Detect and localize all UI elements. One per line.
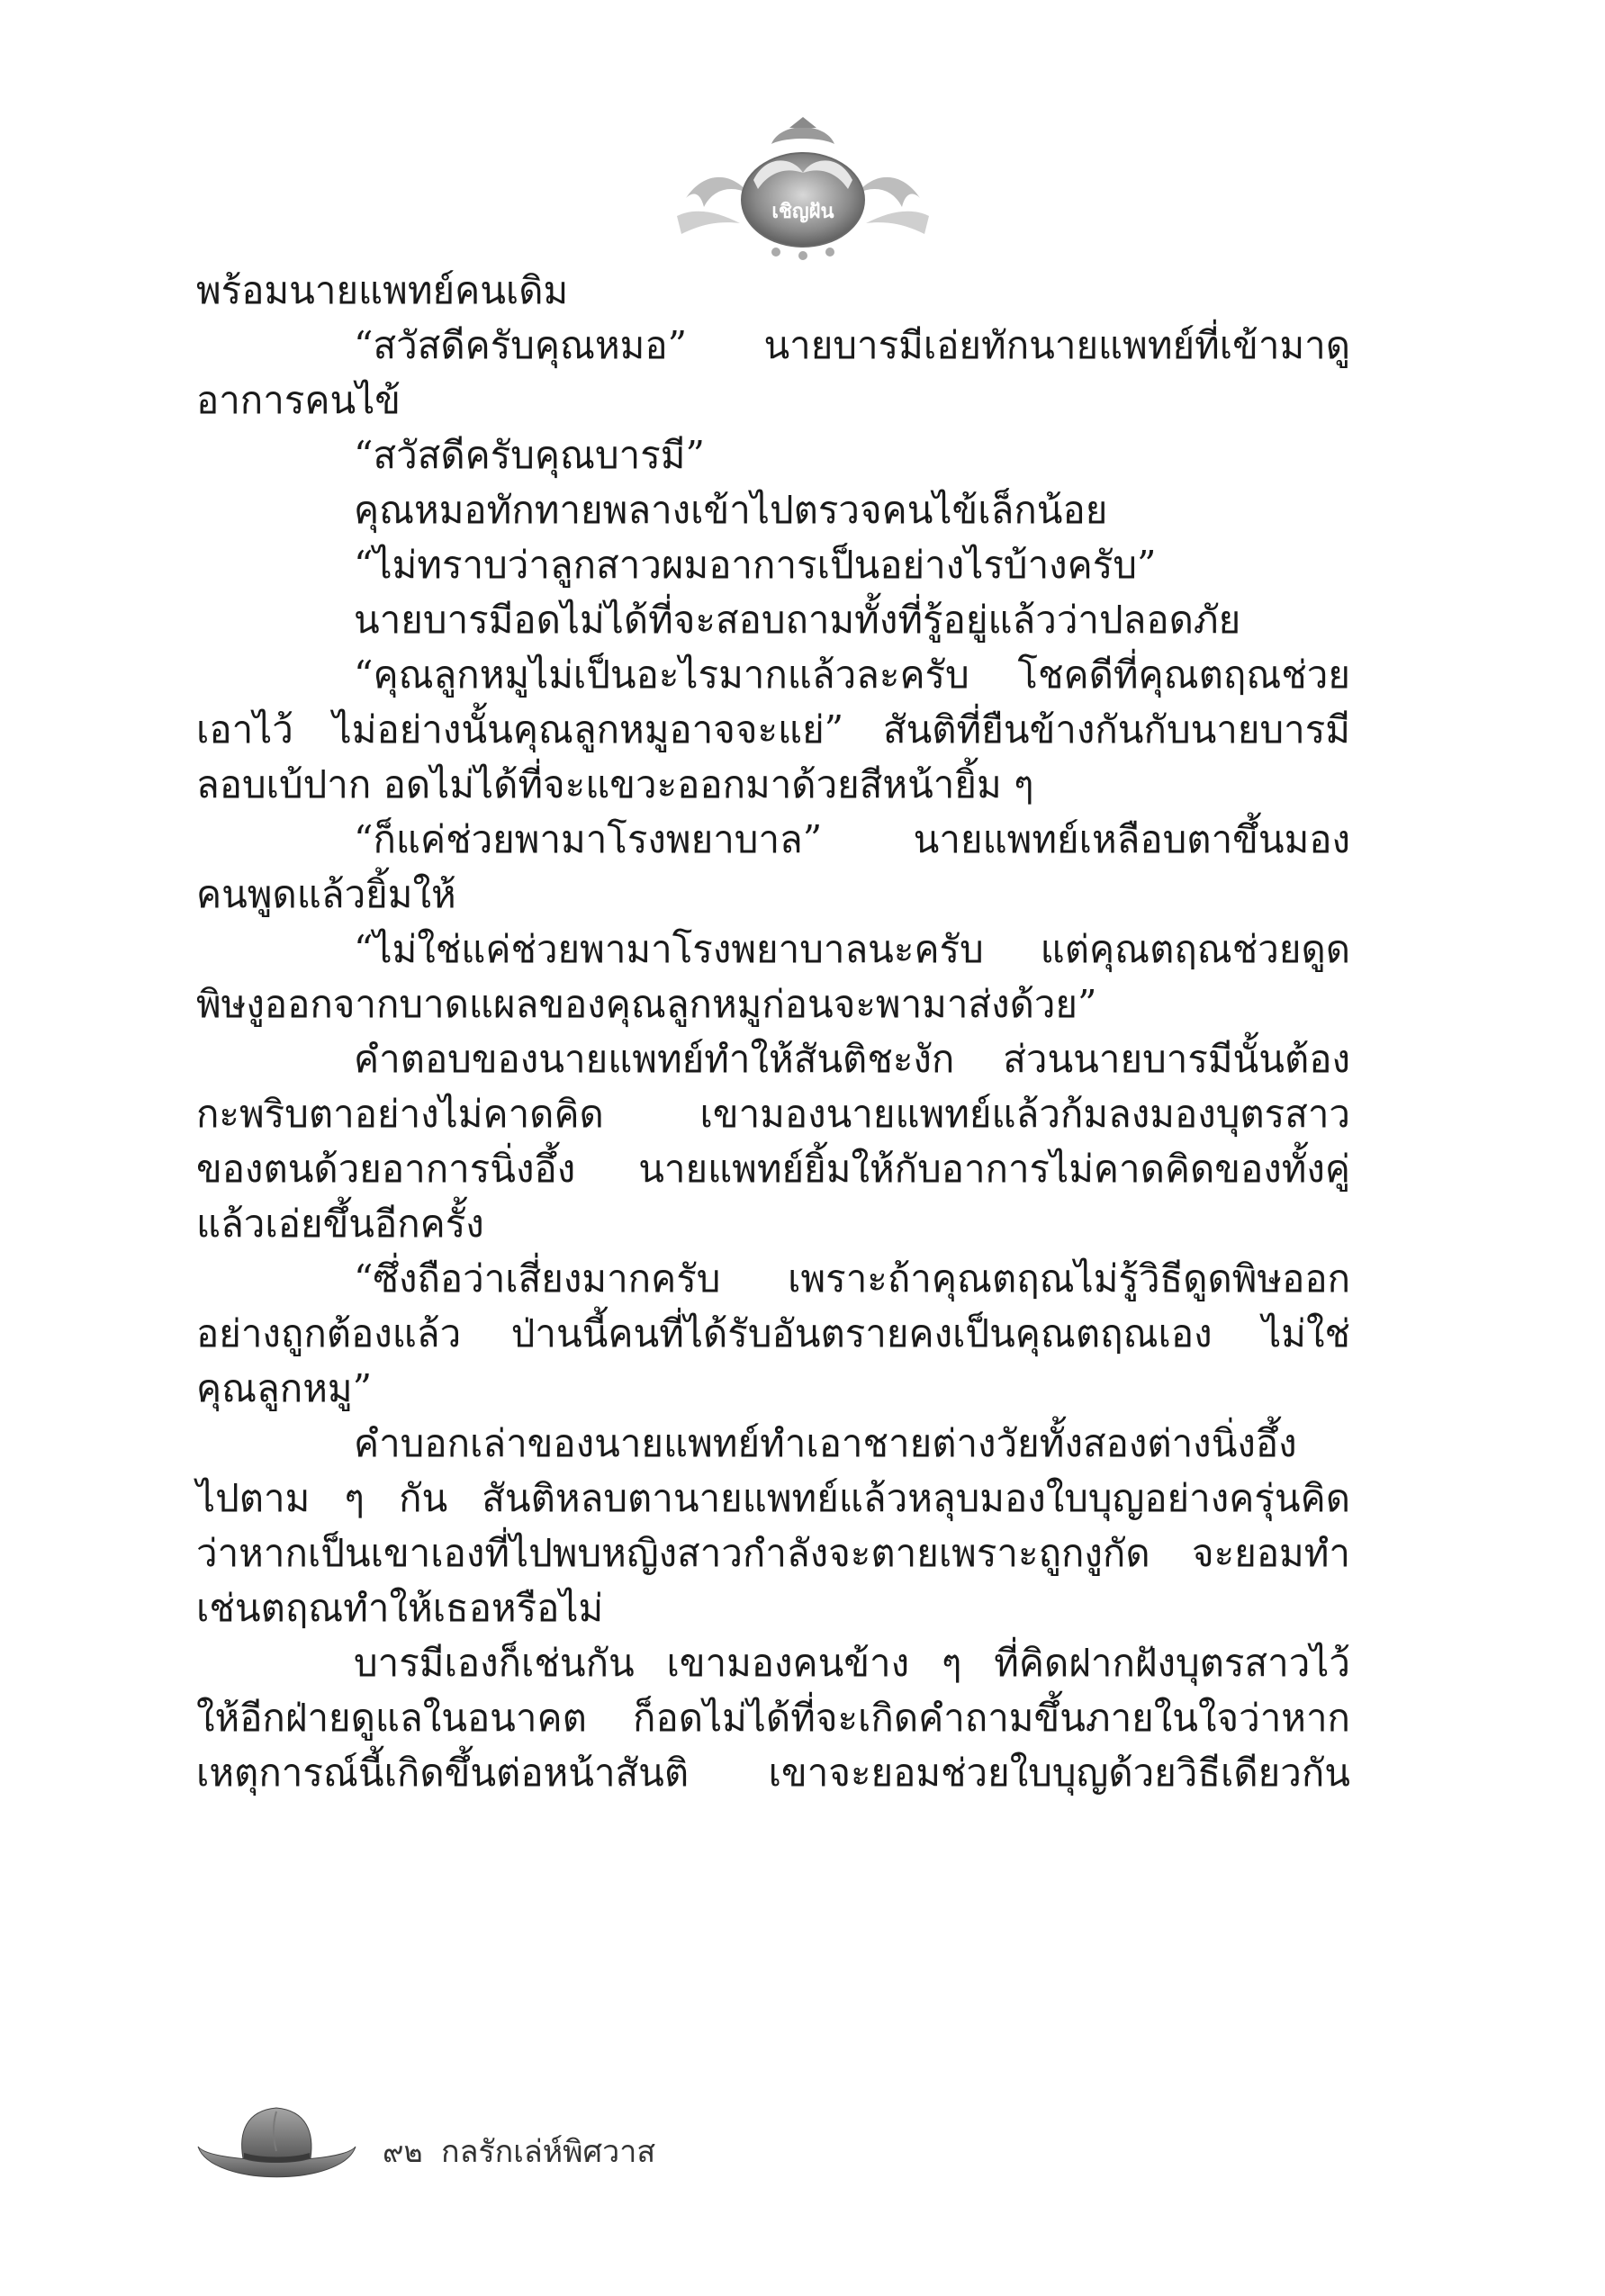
text-line: ลอบเบ้ปาก อดไม่ได้ที่จะแขวะออกมาด้วยสีหน้ายิ้ม ๆ [196,762,1034,806]
text-line: บารมีเองก็เช่นกัน เขามองคนข้าง ๆ ที่คิดฝากฝังบุตรสาวไว้ [354,1641,1350,1685]
winged-crest-logo [668,117,938,261]
cowboy-hat-icon [194,2097,360,2196]
page-number: ๙๒ [383,2135,423,2169]
text-line: ของตนด้วยอาการนิ่งอึ้ง นายแพทย์ยิ้มให้กับอาการไม่คาดคิดของทั้งคู่ [196,1147,1350,1191]
text-line: “สวัสดีครับคุณบารมี” [354,433,705,477]
text-line: พร้อมนายแพทย์คนเดิม [196,268,569,312]
text-line: อาการคนไข้ [196,378,401,422]
text-line: “ซึ่งถือว่าเสี่ยงมากครับ เพราะถ้าคุณตฤณไม่รู้วิธีดูดพิษออก [354,1256,1350,1301]
text-line: กะพริบตาอย่างไม่คาดคิด เขามองนายแพทย์แล้วก้มลงมองบุตรสาว [196,1092,1350,1136]
text-line: ไปตาม ๆ กัน สันติหลบตานายแพทย์แล้วหลุบมองใบบุญอย่างครุ่นคิด [196,1476,1350,1520]
text-line: คำบอกเล่าของนายแพทย์ทำเอาชายต่างวัยทั้งสองต่างนิ่งอึ้ง [354,1421,1297,1465]
text-line: “สวัสดีครับคุณหมอ” นายบารมีเอ่ยทักนายแพทย์ที่เข้ามาดู [354,323,1350,367]
text-line: เอาไว้ ไม่อย่างนั้นคุณลูกหมูอาจจะแย่” สันติที่ยืนข้างกันกับนายบารมี [196,707,1350,752]
text-line: พิษงูออกจากบาดแผลของคุณลูกหมูก่อนจะพามาส่งด้วย” [196,982,1097,1026]
text-line: ว่าหากเป็นเขาเองที่ไปพบหญิงสาวกำลังจะตายเพราะถูกงูกัด จะยอมทำ [196,1531,1350,1575]
text-line: ให้อีกฝ่ายดูแลในอนาคต ก็อดไม่ได้ที่จะเกิดคำถามขึ้นภายในใจว่าหาก [196,1696,1350,1740]
text-line: นายบารมีอดไม่ได้ที่จะสอบถามทั้งที่รู้อยู่แล้วว่าปลอดภัย [354,598,1241,642]
text-line: แล้วเอ่ยขึ้นอีกครั้ง [196,1202,484,1246]
text-line: คุณลูกหมู” [196,1366,373,1410]
text-line: คำตอบของนายแพทย์ทำให้สันติชะงัก ส่วนนายบารมีนั้นต้อง [354,1037,1350,1081]
text-line: เหตุการณ์นี้เกิดขึ้นต่อหน้าสันติ เขาจะยอมช่วยใบบุญด้วยวิธีเดียวกัน [196,1751,1350,1795]
book-title: กลรักเล่ห์พิศวาส [441,2134,656,2170]
text-line: “ก็แค่ช่วยพามาโรงพยาบาล” นายแพทย์เหลือบตาขึ้นมอง [354,817,1350,861]
story-text [196,263,1350,1800]
text-line: “คุณลูกหมูไม่เป็นอะไรมากแล้วละครับ โชคดีที่คุณตฤณช่วย [354,653,1350,697]
text-line: คุณหมอทักทายพลางเข้าไปตรวจคนไข้เล็กน้อย [354,488,1108,532]
text-line: “ไม่ใช่แค่ช่วยพามาโรงพยาบาลนะครับ แต่คุณตฤณช่วยดูด [354,927,1350,971]
text-line: “ไม่ทราบว่าลูกสาวผมอาการเป็นอย่างไรบ้างครับ” [354,543,1157,587]
text-line: อย่างถูกต้องแล้ว ป่านนี้คนที่ได้รับอันตรายคงเป็นคุณตฤณเอง ไม่ใช่ [196,1311,1350,1355]
ornament-label: เชิญฝัน [771,201,834,223]
text-line: คนพูดแล้วยิ้มให้ [196,872,456,916]
text-line: เช่นตฤณทำให้เธอหรือไม่ [196,1586,604,1630]
page-footer [194,2097,824,2196]
